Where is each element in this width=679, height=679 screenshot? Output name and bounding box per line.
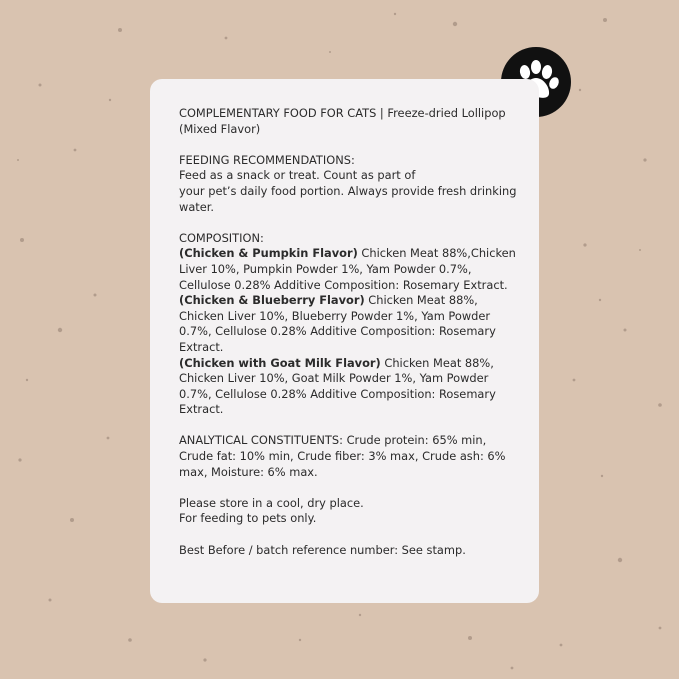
- flavor-blueberry: [179, 293, 517, 355]
- flavor-name: (Chicken with Goat Milk Flavor): [179, 355, 381, 370]
- flavor-ingredients: Chicken Meat 88%, Chicken Liver 10%, Blueberry Powder 1%, Yam Powder 0.7%, Cellulose 0.28% Additive Composition: Rosemary Extract.: [179, 293, 496, 354]
- feeding-section: [179, 153, 517, 215]
- flavor-name: (Chicken & Pumpkin Flavor): [179, 246, 358, 261]
- flavor-pumpkin: [179, 246, 517, 293]
- analytical-heading: ANALYTICAL CONSTITUENTS:: [179, 433, 343, 448]
- feeding-line-2: your pet’s daily food portion. Always provide fresh drinking water.: [179, 183, 517, 214]
- best-before-note: Best Before / batch reference number: See stamp.: [179, 542, 466, 557]
- product-title: COMPLEMENTARY FOOD FOR CATS: [179, 106, 377, 120]
- product-subtitle: Freeze-dried Lollipop (Mixed Flavor): [179, 106, 506, 136]
- composition-section: [179, 231, 517, 418]
- analytical-section: [179, 433, 517, 480]
- storage-line-1: Please store in a cool, dry place.: [179, 495, 364, 510]
- storage-section: [179, 496, 517, 527]
- analytical-values: Crude protein: 65% min, Crude fat: 10% min, Crude fiber: 3% max, Crude ash: 6% max, Moisture: 6% max.: [179, 433, 506, 479]
- flavor-ingredients: Chicken Meat 88%,Chicken Liver 10%, Pumpkin Powder 1%, Yam Powder 0.7%, Cellulose 0.28% Additive Composition: Rosemary Extract.: [179, 246, 516, 292]
- flavor-name: (Chicken & Blueberry Flavor): [179, 293, 365, 308]
- product-header: COMPLEMENTARY FOOD FOR CATS | Freeze-dried Lollipop (Mixed Flavor): [179, 106, 506, 136]
- feeding-heading: FEEDING RECOMMENDATIONS:: [179, 152, 355, 167]
- feeding-line-1: Feed as a snack or treat. Count as part of: [179, 168, 416, 183]
- composition-heading: COMPOSITION:: [179, 230, 264, 245]
- storage-line-2: For feeding to pets only.: [179, 511, 317, 526]
- flavor-goat-milk: [179, 356, 517, 418]
- flavor-ingredients: Chicken Meat 88%, Chicken Liver 10%, Goat Milk Powder 1%, Yam Powder 0.7%, Cellulose 0.28% Additive Composition: Rosemary Extract.: [179, 355, 496, 417]
- label-card: [150, 79, 539, 603]
